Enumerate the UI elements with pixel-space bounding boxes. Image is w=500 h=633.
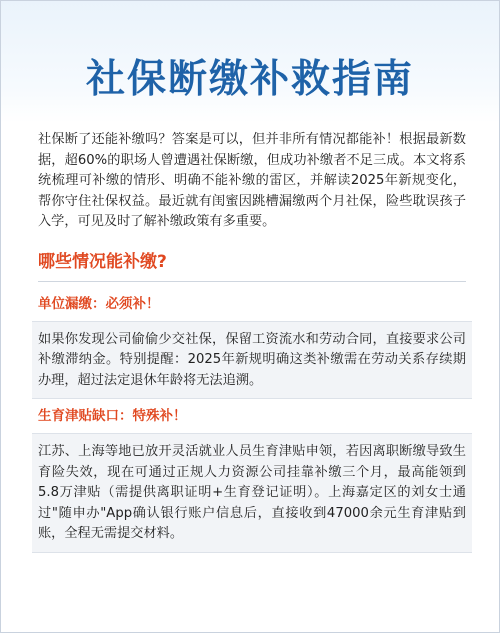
- subsection-box-employer-missed: [32, 321, 472, 400]
- section-divider: [38, 281, 466, 282]
- subsection-box-maternity-allowance: [32, 433, 472, 553]
- subsection-heading-employer-missed: 单位漏缴：必须补！: [38, 295, 160, 312]
- subsection-heading-maternity-allowance: 生育津贴缺口：特殊补！: [38, 408, 187, 424]
- intro-paragraph: 社保断了还能补缴吗？答案是可以，但并非所有情况都能补！根据最新数据，超60%的职场人曾遭遇社保断缴，但成功补缴者不足三成。本文将系统梳理可补缴的情形、明确不能补缴的雷区，并解读2025年新规变化，帮你守住社保权益。最近就有闺蜜因跳槽漏缴两个月社保，险些耽误孩子入学，可见及时了解补缴政策有多重要。: [38, 132, 466, 229]
- page-title: 社保断缴补救指南: [85, 57, 414, 102]
- subsection-paragraph-maternity-allowance: 江苏、上海等地已放开灵活就业人员生育津贴申领，若因离职断缴导致生育险失效，现在可通过正规人力资源公司挂靠补缴三个月，最高能领到5.8万津贴（需提供离职证明+生育登记证明）。上海嘉定区的刘女士通过"随申办"App确认银行账户信息后，直接收到47000余元生育津贴到账，全程无需提交材料。: [38, 444, 466, 541]
- subsection-paragraph-employer-missed: 如果你发现公司偷偷少交社保，保留工资流水和劳动合同，直接要求公司补缴滞纳金。特别提醒：2025年新规明确这类补缴需在劳动关系存续期办理，超过法定退休年龄将无法追溯。: [38, 331, 466, 388]
- section-heading: 哪些情况能补缴?: [38, 251, 167, 272]
- article-content: [38, 130, 466, 553]
